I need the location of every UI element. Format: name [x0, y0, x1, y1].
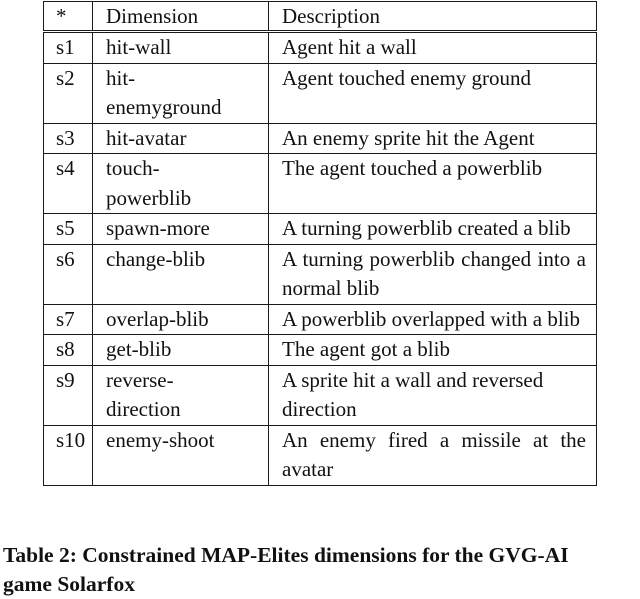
row-description: An enemy fired a missile at the avatar — [269, 425, 597, 485]
table-row — [44, 244, 597, 304]
header-description: Description — [269, 2, 597, 32]
row-description: The agent touched a powerblib — [269, 154, 597, 214]
table-row — [44, 154, 597, 214]
row-dimension: reverse- direction — [93, 365, 269, 425]
row-description: Agent hit a wall — [269, 32, 597, 64]
row-description: An enemy sprite hit the Agent — [269, 123, 597, 154]
row-index: s7 — [44, 304, 93, 335]
row-dimension: get-blib — [93, 335, 269, 366]
row-index: s4 — [44, 154, 93, 214]
table-row — [44, 32, 597, 64]
row-dimension: hit-wall — [93, 32, 269, 64]
row-index: s2 — [44, 63, 93, 123]
row-dimension: change-blib — [93, 244, 269, 304]
row-dimension: spawn-more — [93, 214, 269, 245]
row-description: A turning powerblib changed into a normal blib — [269, 244, 597, 304]
row-index: s6 — [44, 244, 93, 304]
table-row — [44, 63, 597, 123]
row-index: s1 — [44, 32, 93, 64]
row-description: A sprite hit a wall and reversed direction — [269, 365, 597, 425]
row-description: The agent got a blib — [269, 335, 597, 366]
row-description: A powerblib overlapped with a blib — [269, 304, 597, 335]
table-row — [44, 365, 597, 425]
table-row — [44, 214, 597, 245]
table-row — [44, 425, 597, 485]
row-dimension: overlap-blib — [93, 304, 269, 335]
row-dimension: enemy-shoot — [93, 425, 269, 485]
row-index: s9 — [44, 365, 93, 425]
header-dimension: Dimension — [93, 2, 269, 32]
row-description: A turning powerblib created a blib — [269, 214, 597, 245]
row-dimension: hit- enemyground — [93, 63, 269, 123]
row-description: Agent touched enemy ground — [269, 63, 597, 123]
header-index: * — [44, 2, 93, 32]
row-dimension: hit-avatar — [93, 123, 269, 154]
table-header-row — [44, 2, 597, 32]
dimensions-table — [43, 1, 597, 486]
row-index: s8 — [44, 335, 93, 366]
row-index: s10 — [44, 425, 93, 485]
table-body — [44, 32, 597, 486]
row-index: s5 — [44, 214, 93, 245]
row-dimension: touch- powerblib — [93, 154, 269, 214]
table-row — [44, 123, 597, 154]
table-row — [44, 335, 597, 366]
table-row — [44, 304, 597, 335]
caption-line-2: game Solarfox — [3, 572, 135, 596]
caption-line-1: Table 2: Constrained MAP-Elites dimensions for the GVG-AI — [3, 543, 569, 567]
row-index: s3 — [44, 123, 93, 154]
table-caption — [3, 541, 640, 599]
